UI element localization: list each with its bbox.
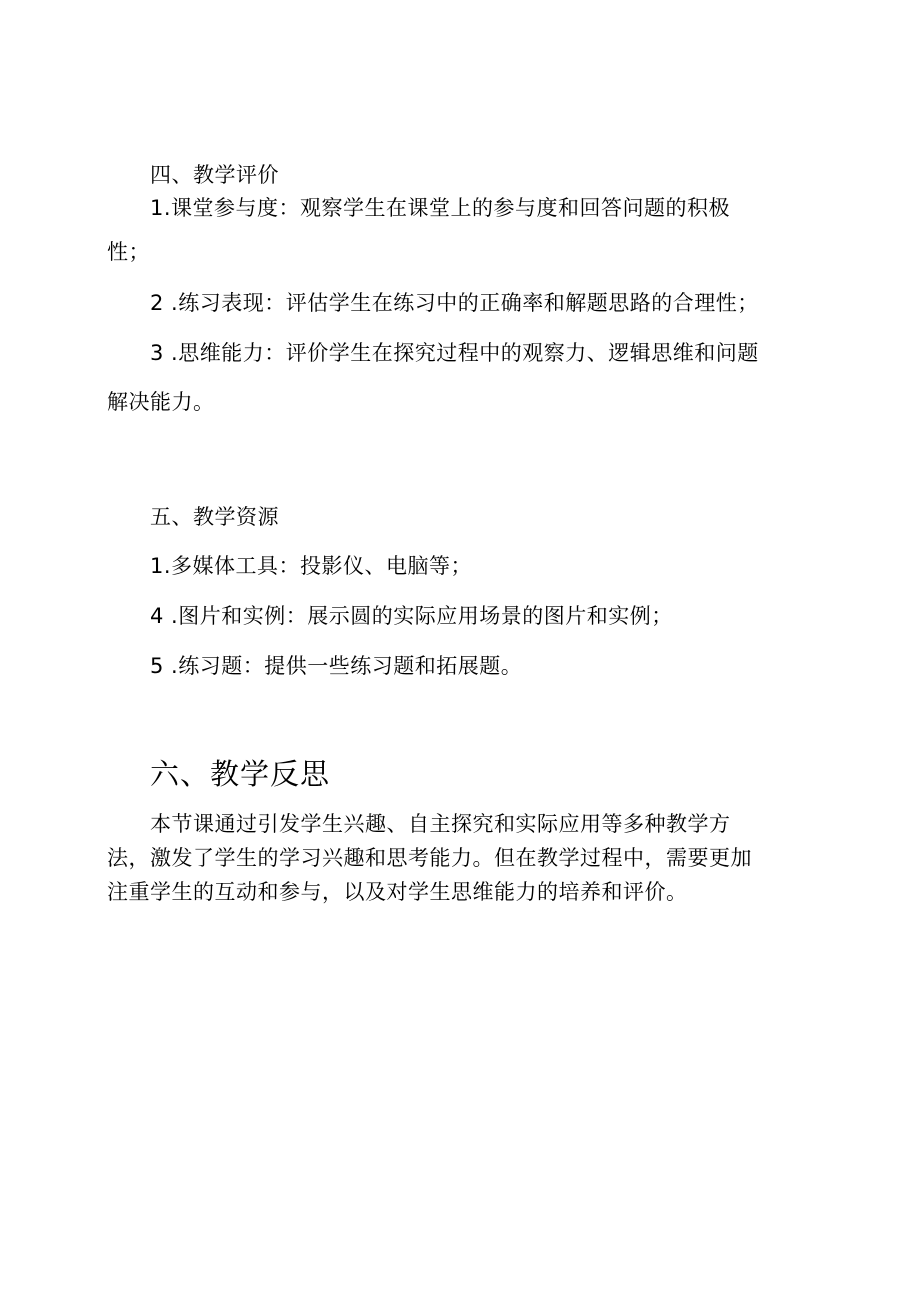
section-5-item-1: 1.多媒体工具：投影仪、电脑等； (150, 554, 473, 578)
section-5-heading: 五、教学资源 (150, 505, 279, 529)
section-4-heading: 四、教学评价 (150, 163, 279, 187)
section-4-item-2: 2 .练习表现：评估学生在练习中的正确率和解题思路的合理性； (150, 291, 759, 315)
section-4-item-3-line-2: 解决能力。 (107, 390, 215, 414)
section-4-item-1-line-1: 1.课堂参与度：观察学生在课堂上的参与度和回答问题的积极 (150, 196, 731, 220)
section-4-item-1-line-2: 性； (107, 240, 150, 264)
section-5-item-3: 5 .练习题：提供一些练习题和拓展题。 (150, 654, 523, 678)
section-6-paragraph-line-3: 注重学生的互动和参与，以及对学生思维能力的培养和评价。 (107, 880, 688, 904)
section-6-paragraph-line-1: 本节课通过引发学生兴趣、自主探究和实际应用等多种教学方 (150, 812, 731, 836)
section-6-heading: 六、教学反思 (150, 757, 331, 791)
section-5-item-2: 4 .图片和实例：展示圆的实际应用场景的图片和实例； (150, 604, 673, 628)
section-6-paragraph-line-2: 法，激发了学生的学习兴趣和思考能力。但在教学过程中，需要更加 (107, 846, 752, 870)
section-4-item-3-line-1: 3 .思维能力：评价学生在探究过程中的观察力、逻辑思维和问题 (150, 341, 759, 365)
